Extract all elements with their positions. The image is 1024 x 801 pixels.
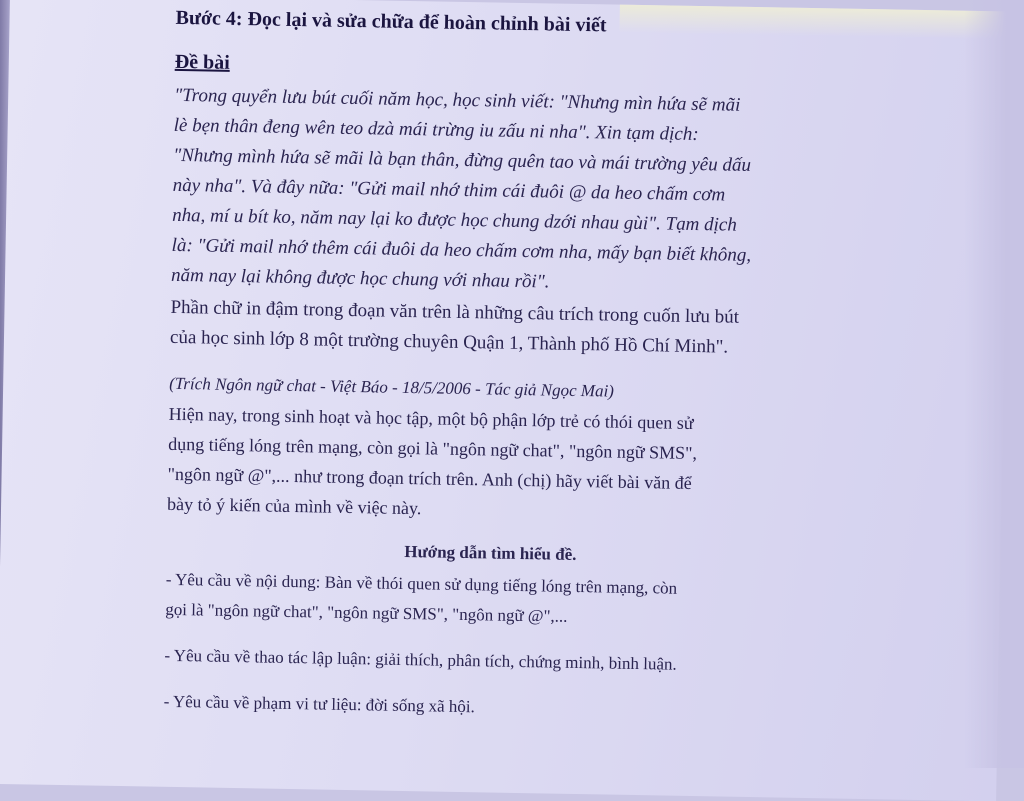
paper-shadow — [619, 5, 1009, 40]
quote-line: là: "Gửi mail nhớ thêm cái đuôi da heo chấm cơm nha, mấy bạn biết không, — [171, 234, 752, 266]
task-line: "ngôn ngữ @",... như trong đoạn trích trên. Anh (chị) hãy viết bài văn để — [167, 463, 692, 493]
quote-line: nha, mí u bít ko, năm nay lại ko được học chung dzới nhau gùi". Tạm dịch — [171, 204, 738, 236]
note-line: Phần chữ in đậm trong đoạn văn trên là những câu trích trong cuốn lưu bút — [170, 296, 740, 328]
note-line: của học sinh lớp 8 một trường chuyên Quận 1, Thành phố Hồ Chí Minh". — [169, 326, 729, 358]
requirement-scope: - Yêu cầu về phạm vi tư liệu: đời sống xã hội. — [163, 691, 476, 717]
section-title: Đề bài — [174, 50, 231, 74]
quote-line: "Nhưng mình hứa sẽ mãi là bạn thân, đừng quên tao và mái trường yêu dấu — [173, 144, 752, 176]
guide-title: Hướng dẫn tìm hiểu đề. — [404, 541, 577, 564]
quote-line: năm nay lại không được học chung với nhau rồi". — [170, 264, 550, 293]
quote-line: này nha". Và đây nữa: "Gửi mail nhớ thim cái đuôi @ da heo chấm cơm — [172, 174, 726, 206]
requirement-content: - Yêu cầu về nội dung: Bàn về thói quen sử dụng tiếng lóng trên mạng, còn — [165, 569, 678, 598]
page-right-edge — [964, 0, 1024, 768]
requirement-content: gọi là "ngôn ngữ chat", "ngôn ngữ SMS", "ngôn ngữ @",... — [165, 599, 568, 626]
step-heading: Bước 4: Đọc lại và sửa chữa để hoàn chỉnh bài viết — [175, 6, 607, 37]
quote-line: "Trong quyển lưu bút cuối năm học, học sinh viết: "Nhưng mìn hứa sẽ mãi — [174, 84, 741, 116]
task-line: bày tỏ ý kiến của mình về việc này. — [166, 493, 422, 519]
requirement-method: - Yêu cầu về thao tác lập luận: giải thích, phân tích, chứng minh, bình luận. — [164, 645, 677, 674]
task-line: dụng tiếng lóng trên mạng, còn gọi là "ngôn ngữ chat", "ngôn ngữ SMS", — [167, 433, 698, 464]
task-line: Hiện nay, trong sinh hoạt và học tập, một bộ phận lớp trẻ có thói quen sử — [168, 403, 694, 433]
quote-line: lè bẹn thân đeng wên teo dzà mái trừng iu zấu ni nha". Xin tạm dịch: — [173, 114, 699, 146]
citation: (Trích Ngôn ngữ chat - Việt Báo - 18/5/2006 - Tác giả Ngọc Mai) — [169, 373, 615, 401]
